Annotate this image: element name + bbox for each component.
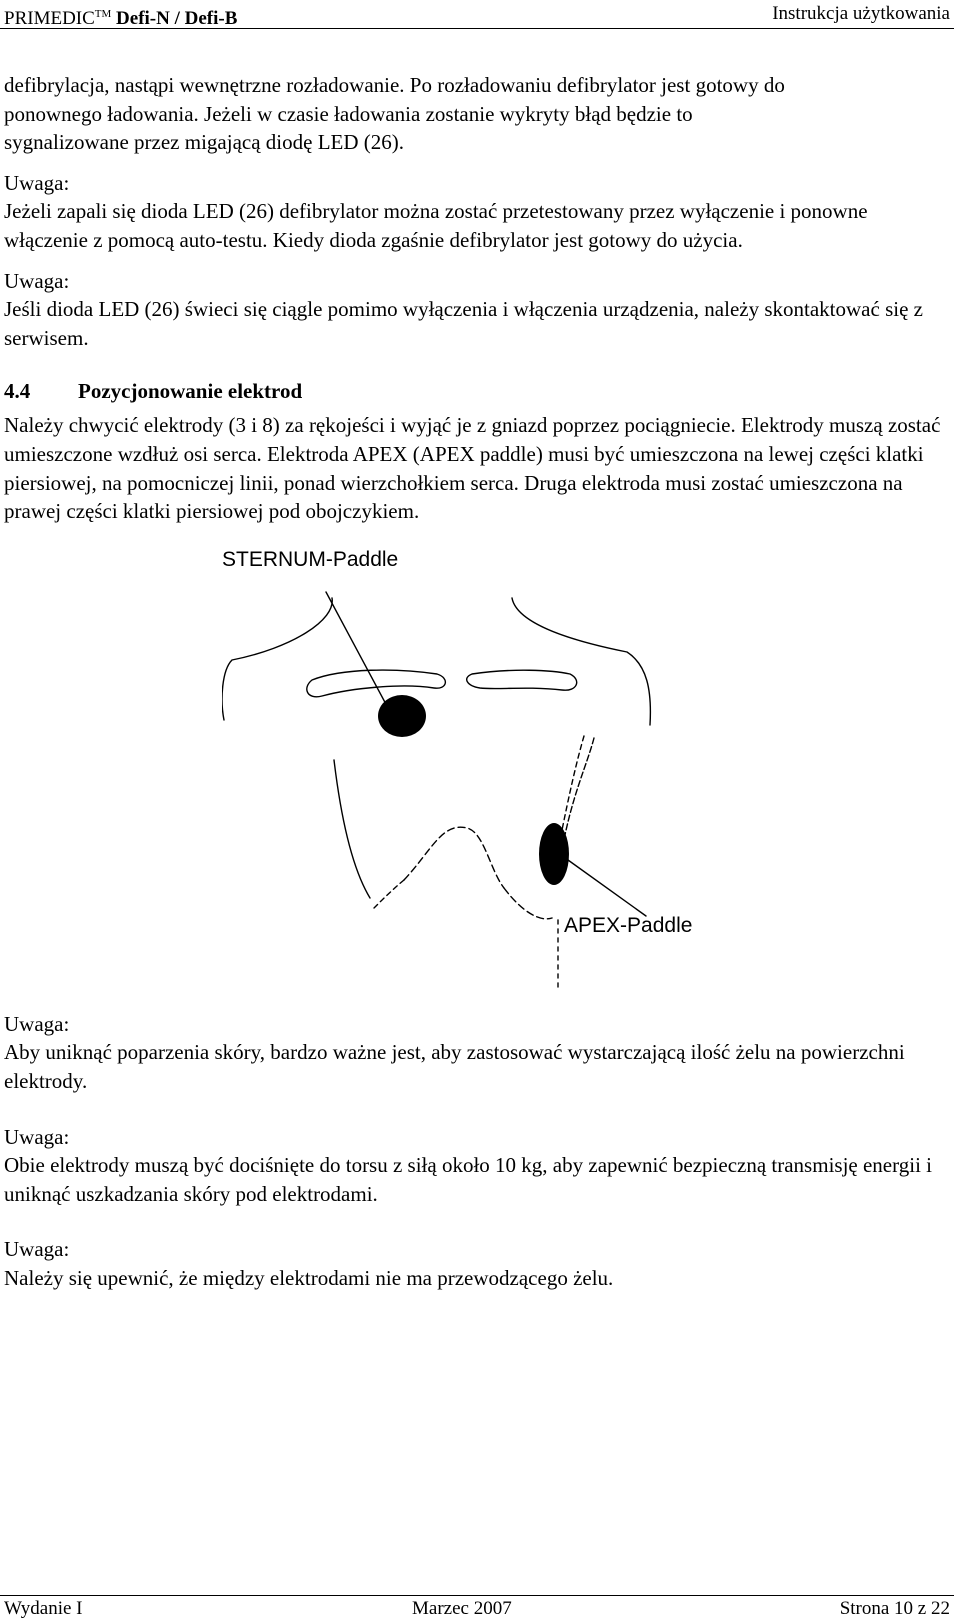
note-label-3: Uwaga:: [4, 1011, 70, 1036]
note-text-5: Należy się upewnić, że między elektrodami nie ma przewodzącego żelu.: [4, 1265, 614, 1290]
electrode-placement-figure: [222, 547, 742, 1010]
rib-arch-left: [404, 827, 504, 888]
note-label-5: Uwaga:: [4, 1237, 70, 1262]
page-header: [0, 0, 954, 29]
apex-paddle-label: APEX-Paddle: [564, 913, 693, 937]
left-shoulder-outline: [222, 598, 332, 720]
section-number: 4.4: [4, 379, 31, 404]
paragraph-intro-line-2: ponownego ładowania. Jeżeli w czasie ładowania zostanie wykryty błąd będzie to: [4, 101, 693, 126]
note-text-2: Jeśli dioda LED (26) świeci się ciągle pomimo wyłączenia i włączenia urządzenia, należy skontaktować się z serwisem.: [4, 297, 923, 350]
rib-arch-right: [504, 888, 552, 919]
right-torso-side: [334, 760, 370, 898]
footer-date: Marzec 2007: [412, 1598, 512, 1619]
torso-diagram: [222, 550, 742, 1010]
header-doc-type: Instrukcja użytkowania: [772, 3, 950, 24]
rib-arch-end: [372, 880, 404, 910]
paragraph-intro: [4, 71, 954, 157]
page-content: [4, 71, 954, 1292]
left-torso-side: [562, 738, 594, 850]
sternum-leader-line: [326, 592, 388, 708]
page-footer: [0, 1595, 954, 1624]
header-model: Defi-N / Defi-B: [116, 8, 238, 29]
paragraph-intro-line-1: defibrylacja, nastąpi wewnętrzne rozładowanie. Po rozładowaniu defibrylator jest gotowy do: [4, 73, 785, 97]
left-collarbone: [467, 670, 577, 690]
section-text: Należy chwycić elektrody (3 i 8) za rękojeści i wyjąć je z gniazd poprzez pociągniecie. Elektrody muszą zostać umieszczone wzdłuż osi serca. Elektroda APEX (APEX paddle) musi być umieszczona na lewej części klatki piersiowej, na pomocniczej linii, ponad wierzchołkiem serca. Druga elektroda musi zostać umieszczona na prawej części klatki piersiowej pod obojczykiem.: [4, 413, 941, 524]
header-title: [4, 0, 237, 33]
left-torso-side-inner: [560, 736, 584, 840]
header-brand: PRIMEDIC: [4, 8, 95, 29]
note-label-2: Uwaga:: [4, 268, 70, 293]
note-text-3: Aby uniknąć poparzenia skóry, bardzo ważne jest, aby zastosować wystarczającą ilość żelu na powierzchni elektrody.: [4, 1040, 905, 1093]
right-collarbone: [307, 670, 446, 697]
note-text-1: Jeżeli zapali się dioda LED (26) defibrylator można zostać przetestowany przez wyłączenie i ponowne włączenie z pomocą auto-testu. Kiedy dioda zgaśnie defibrylator jest gotowy do użycia.: [4, 199, 868, 252]
header-trademark: TM: [94, 8, 112, 20]
section-heading: [4, 377, 954, 405]
footer-page-number: Strona 10 z 22: [839, 1598, 950, 1619]
sternum-paddle-marker: [378, 695, 426, 737]
footer-edition: Wydanie I: [4, 1598, 83, 1619]
note-text-4: Obie elektrody muszą być dociśnięte do torsu z siłą około 10 kg, aby zapewnić bezpieczną transmisję energii i uniknąć uszkadzania skóry pod elektrodami.: [4, 1153, 932, 1206]
section-title: Pozycjonowanie elektrod: [78, 379, 303, 404]
note-label-1: Uwaga:: [4, 170, 70, 195]
note-label-4: Uwaga:: [4, 1124, 70, 1149]
paragraph-intro-line-3: sygnalizowane przez migającą diodę LED (26).: [4, 130, 404, 155]
right-shoulder-outline: [512, 598, 650, 725]
sternum-paddle-label: STERNUM-Paddle: [222, 547, 399, 571]
apex-paddle-marker: [539, 823, 569, 885]
apex-leader-line: [568, 860, 646, 916]
